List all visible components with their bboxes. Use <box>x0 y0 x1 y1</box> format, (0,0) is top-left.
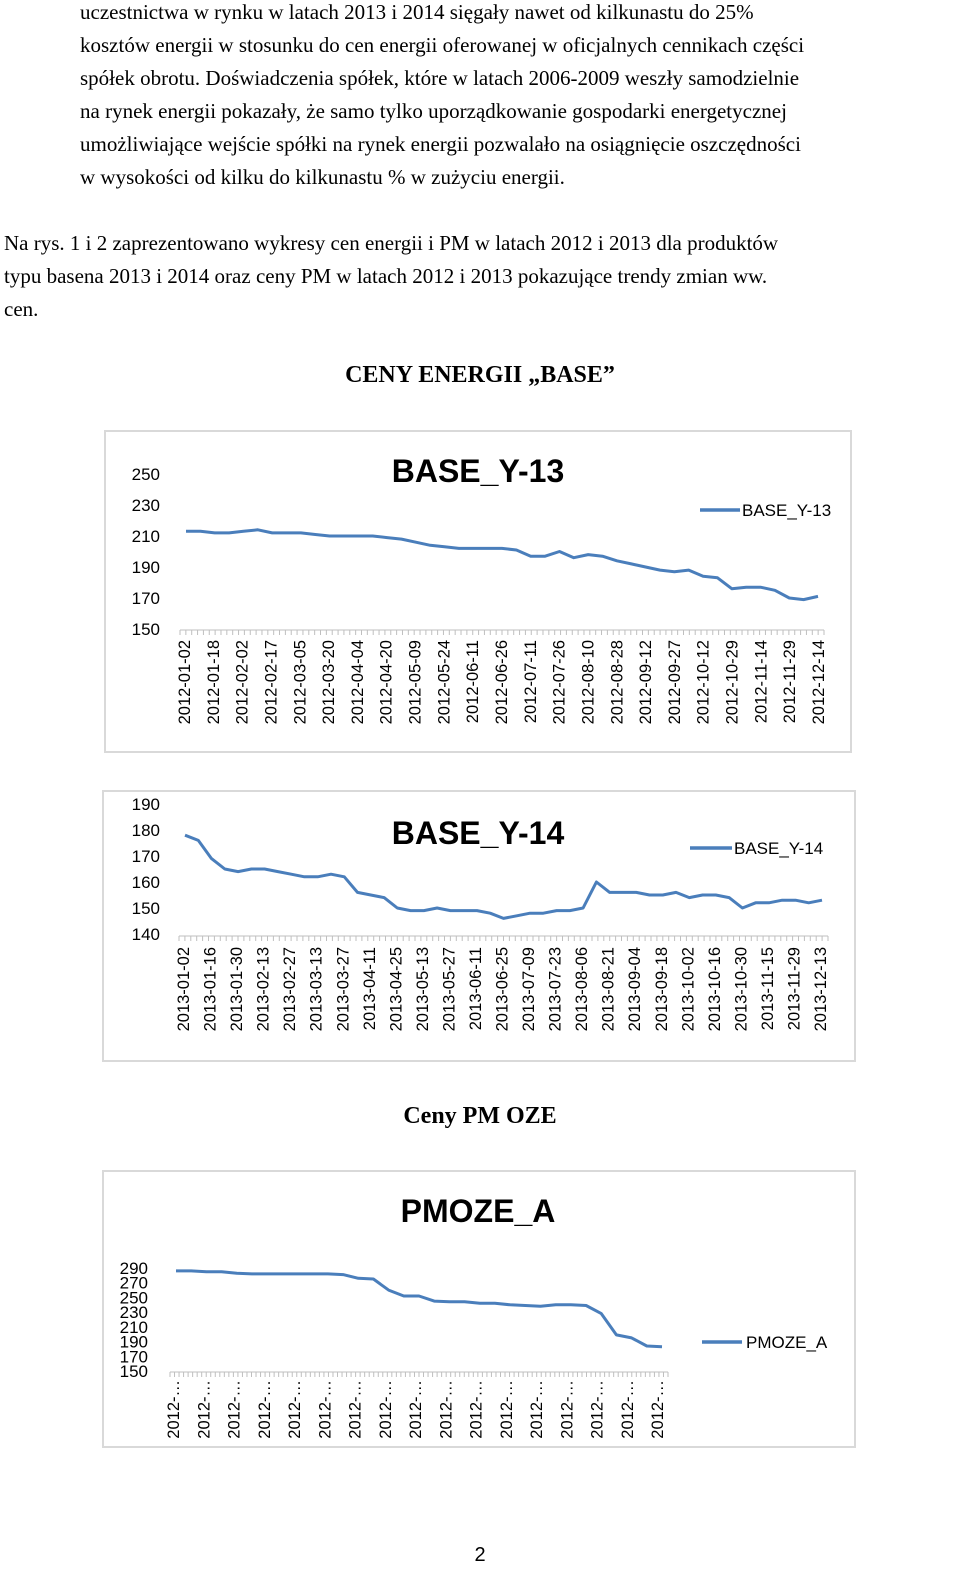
legend-label: BASE_Y-13 <box>742 501 832 520</box>
x-tick-label: 2012-… <box>346 1380 365 1439</box>
x-tick-label: 2013-04-25 <box>387 947 406 1032</box>
y-tick-label: 170 <box>131 847 160 866</box>
y-tick-label: 160 <box>131 873 160 892</box>
figure-description-paragraph <box>4 227 956 326</box>
x-tick-label: 2013-05-27 <box>440 947 459 1032</box>
y-tick-label: 180 <box>131 821 160 840</box>
text-line: kosztów energii w stosunku do cen energii oferowanej w oficjalnych cennikach części <box>80 33 805 57</box>
x-tick-label: 2013-06-11 <box>466 947 485 1031</box>
text-line: typu basena 2013 i 2014 oraz ceny PM w latach 2012 i 2013 pokazujące trendy zmian ww. <box>4 264 768 288</box>
text-line: umożliwiające wejście spółki na rynek energii pozwalało na osiągnięcie oszczędności <box>80 132 801 156</box>
chart-title: PMOZE_A <box>400 1193 556 1229</box>
legend-label: PMOZE_A <box>746 1333 828 1352</box>
x-tick-label: 2012-… <box>437 1380 456 1439</box>
x-tick-label: 2012-06-11 <box>464 640 483 724</box>
y-tick-label: 230 <box>131 496 160 515</box>
x-tick-label: 2012-12-14 <box>810 640 828 725</box>
text-line: na rynek energii pokazały, że samo tylko uporządkowanie gospodarki energetycznej <box>80 99 787 123</box>
chart-title: BASE_Y-14 <box>391 815 565 851</box>
x-tick-label: 2012-11-29 <box>781 640 800 724</box>
series-line <box>186 530 818 600</box>
x-tick-label: 2012-… <box>497 1380 516 1439</box>
y-tick-label: 150 <box>131 620 160 639</box>
x-tick-label: 2012-10-12 <box>694 640 713 725</box>
y-tick-label: 270 <box>119 1273 148 1293</box>
y-tick-label: 150 <box>119 1362 148 1381</box>
text-line: w wysokości od kilku do kilkunastu % w zużyciu energii. <box>80 165 565 189</box>
y-tick-label: 140 <box>131 925 160 944</box>
x-tick-label: 2013-03-13 <box>307 947 326 1032</box>
x-tick-label: 2013-03-27 <box>334 947 353 1032</box>
x-tick-label: 2012-08-10 <box>579 640 598 725</box>
x-tick-label: 2012-04-04 <box>348 640 367 725</box>
text-line: Na rys. 1 i 2 zaprezentowano wykresy cen energii i PM w latach 2012 i 2013 dla produktów <box>4 231 779 255</box>
x-tick-label: 2013-06-25 <box>493 947 512 1032</box>
y-tick-label: 290 <box>119 1259 148 1278</box>
x-tick-label: 2013-08-21 <box>599 947 618 1032</box>
x-tick-label: 2013-02-27 <box>281 947 300 1032</box>
text-line: spółek obrotu. Doświadczenia spółek, które w latach 2006-2009 weszły samodzielnie <box>80 66 800 90</box>
pmoze-a-chart-svg <box>102 1170 856 1448</box>
page-number: 2 <box>474 1544 486 1566</box>
y-tick-label: 210 <box>131 527 160 546</box>
x-tick-label: 2013-09-18 <box>652 947 671 1032</box>
text-line: cen. <box>4 297 39 321</box>
y-tick-label: 210 <box>119 1317 148 1337</box>
y-tick-label: 250 <box>119 1288 148 1308</box>
x-tick-label: 2013-12-13 <box>812 947 830 1032</box>
x-tick-label: 2012-03-20 <box>320 640 339 725</box>
x-tick-label: 2012-05-09 <box>406 640 425 725</box>
x-tick-label: 2013-04-11 <box>360 947 379 1031</box>
x-tick-label: 2013-01-16 <box>201 947 220 1032</box>
x-tick-label: 2012-… <box>528 1380 546 1439</box>
y-tick-label: 230 <box>119 1303 148 1323</box>
x-tick-label: 2012-… <box>588 1380 607 1439</box>
x-tick-label: 2012-… <box>407 1380 425 1439</box>
y-tick-label: 150 <box>131 899 160 918</box>
pmoze-a-chart <box>102 1170 856 1448</box>
intro-paragraph <box>80 0 956 194</box>
x-tick-label: 2012-06-26 <box>493 640 511 725</box>
x-tick-label: 2012-01-18 <box>204 640 223 725</box>
x-tick-label: 2012-09-27 <box>665 640 684 725</box>
y-tick-label: 190 <box>131 558 160 577</box>
y-tick-label: 250 <box>131 465 160 484</box>
x-tick-label: 2013-07-09 <box>520 947 539 1032</box>
x-tick-label: 2012-02-17 <box>262 640 281 725</box>
x-tick-label: 2013-01-30 <box>228 947 247 1032</box>
x-tick-label: 2013-01-02 <box>175 947 193 1032</box>
chart-title: BASE_Y-13 <box>391 453 565 489</box>
energy-prices-heading: CENY ENERGII „BASE” <box>345 362 615 388</box>
x-tick-label: 2012-… <box>165 1380 183 1439</box>
x-tick-label: 2013-10-02 <box>679 947 698 1032</box>
x-tick-label: 2012-10-29 <box>723 640 742 725</box>
text-line: uczestnictwa w rynku w latach 2013 i 2014 sięgały nawet od kilkunastu do 25% <box>80 0 754 24</box>
x-tick-label: 2012-… <box>255 1380 274 1439</box>
x-tick-label: 2012-01-02 <box>176 640 194 725</box>
x-tick-label: 2012-… <box>618 1380 637 1439</box>
x-tick-label: 2012-05-24 <box>435 640 454 725</box>
legend-label: BASE_Y-14 <box>734 839 824 858</box>
x-tick-label: 2013-05-13 <box>413 947 432 1032</box>
base-y14-chart-svg <box>102 790 856 1062</box>
x-tick-label: 2012-… <box>195 1380 214 1439</box>
x-tick-label: 2012-… <box>376 1380 395 1439</box>
base-y13-chart <box>104 430 852 753</box>
x-tick-label: 2012-09-12 <box>637 640 656 725</box>
x-tick-label: 2012-… <box>649 1380 667 1439</box>
x-tick-label: 2012-… <box>316 1380 335 1439</box>
x-tick-label: 2012-02-02 <box>233 640 252 725</box>
x-tick-label: 2013-10-16 <box>705 947 724 1032</box>
x-tick-label: 2012-04-20 <box>377 640 396 725</box>
series-line <box>176 1271 662 1347</box>
x-tick-label: 2012-… <box>558 1380 577 1439</box>
y-tick-label: 170 <box>119 1347 148 1367</box>
x-tick-label: 2012-… <box>225 1380 244 1439</box>
x-tick-label: 2013-09-04 <box>626 947 645 1032</box>
x-tick-label: 2012-… <box>467 1380 486 1439</box>
x-tick-label: 2013-02-13 <box>254 947 273 1032</box>
x-tick-label: 2013-10-30 <box>732 947 751 1032</box>
x-tick-label: 2013-07-23 <box>546 947 565 1032</box>
x-tick-label: 2013-11-29 <box>785 947 804 1031</box>
base-y13-chart-svg <box>104 430 852 753</box>
x-tick-label: 2012-08-28 <box>608 640 627 725</box>
x-tick-label: 2013-11-15 <box>758 947 777 1031</box>
y-tick-label: 190 <box>119 1332 148 1352</box>
base-y14-chart <box>102 790 856 1062</box>
y-tick-label: 170 <box>131 589 160 608</box>
x-tick-label: 2012-11-14 <box>752 640 771 724</box>
x-tick-label: 2012-… <box>286 1380 304 1439</box>
pm-oze-heading: Ceny PM OZE <box>403 1103 557 1129</box>
x-tick-label: 2012-03-05 <box>291 640 310 725</box>
y-tick-label: 190 <box>131 795 160 814</box>
x-tick-label: 2013-08-06 <box>573 947 592 1032</box>
x-tick-label: 2012-07-26 <box>550 640 569 725</box>
x-tick-label: 2012-07-11 <box>521 640 540 724</box>
